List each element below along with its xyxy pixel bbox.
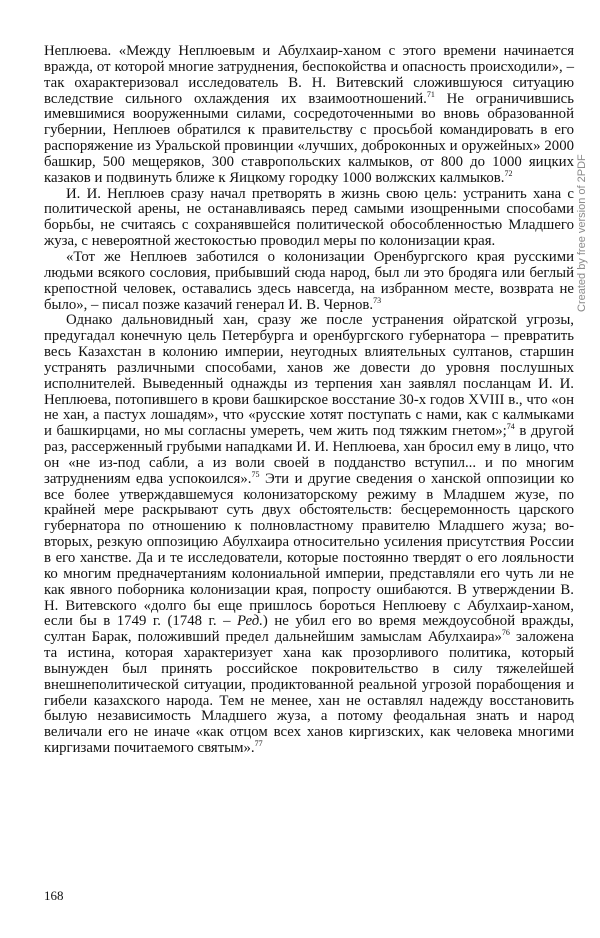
footnote-ref: 77 [254,739,263,749]
italic-text: Ред. [237,613,263,630]
text-run: заложена та истина, которая характеризует хана как прозорливого политика, который вынужден был принять российское покровительство в силу тяжелейшей внешнеполитической ситуации, продиктованной реальной угрозой порабощения и гибели казахского народа. Тем не менее, хан не оставлял надежду восстановить былую независимость Младшего жуза, а потому феодальная знать и народ величали его не иначе «как отцом всех ханов киргизских, как человека многими киргизами почитаемого святым». [44,629,574,757]
text-run: Не ограничившись имевшимися вооруженными силами, сосредоточенными во вновь образованной губернии, Неплюев обратился к правительству с просьбой командировать в его распоряжение из Уральской провинции «лучших, доброконных и оружейных» 2000 башкир, 500 мещеряков, 300 ставропольских калмыков, от 800 до 1000 яицких казаков и подвинуть ближе к Яицкому городку 1000 волжских калмыков. [44,90,574,186]
footnote-ref: 76 [501,628,510,638]
footnote-ref: 72 [504,168,513,178]
paragraph [44,44,574,187]
text-run: «Тот же Неплюев заботился о колонизации Оренбургского края русскими людьми всякого сословия, прибывший сюда народ, был ли это бродяга или беглый крепостной человек, оставались здесь навсегда, на избранном месте, возврата не было», – писал позже казачий генерал И. В. Чернов. [44,248,574,313]
watermark-text: Created by free version of 2PDF [576,154,588,312]
text-run: Однако дальновидный хан, сразу же после устранения ойратской угрозы, предугадал конечную цель Петербурга и оренбургского губернатора – превратить весь Казахстан в колонию империи, неугодных влиятельных султанов, старшин устранять различными способами, ханов же довести до уровня послушных исполнителей. Выведенный однажды из терпения хан заявлял посланцам И. И. Неплюева, потопившего в крови башкирское восстание 30-х годов XVIII в., что «он не хан, а пастух лошадям», что «русские хотят поступать с нами, как с калмыками и башкирцами, но мы согласны умереть, чем жить под тяжким гнетом»; [44,312,574,440]
footnote-ref: 75 [251,469,260,479]
paragraph [44,250,574,313]
text-run: И. И. Неплюев сразу начал претворять в жизнь свою цель: устранить хана с политической арены, не останавливаясь перед самыми изощренными способами борьбы, не считаясь с сохранявшейся политической обособленностью Младшего жуза, с невероятной жестокостью проводил меры по колонизации края. [44,185,574,250]
text-run: в другой раз, рассерженный грубыми нападками И. И. Неплюева, хан бросил ему в лицо, что он «не из-под сабли, а из воли своей в подданство вступил... и по многим затруднениям едва успокоился». [44,423,574,487]
footnote-ref: 73 [373,295,382,305]
watermark [576,48,590,312]
page-body [44,44,574,757]
paragraph [44,187,574,250]
text-run: Эти и другие сведения о ханской оппозиции ко все более утверждавшемуся колонизаторскому режиму в Младшем жузе, по крайней мере раскрывают суть двух обстоятельств: бесцеремонность царского губернатора по отношению к полновластному правителю Младшего жуза; во-вторых, резкую оппозицию Абулхаира относительно усиления присутствия России в его ханстве. Да и те исследователи, которые постоянно твердят о его лояльности ко многим предначертаниям колониальной империи, представляли его чуть ли не как явного поборника колонизации края, попросту ошибаются. В утверждении В. Н. Витевского «долго бы еще пришлось бороться Неплюеву с Абулхаир-ханом, если бы в 1749 г. (1748 г. – [44,470,574,630]
footnote-ref: 74 [506,422,515,432]
footnote-ref: 71 [426,89,435,99]
paragraph [44,313,574,757]
text-run: ) не убил его во время междоусобной вражды, султан Барак, положивший предел дальнейшим замыслам Абулхаира» [44,613,574,646]
page-number: 168 [44,888,64,903]
text-run: Неплюева. «Между Неплюевым и Абулхаир-ханом с этого времени начинается вражда, от которой многие затруднения, беспокойства и опасность происходили», – так охарактеризовал исследователь В. Н. Витевский сложившуюся ситуацию вследствие сильного охлаждения их взаимоотношений. [44,43,574,107]
